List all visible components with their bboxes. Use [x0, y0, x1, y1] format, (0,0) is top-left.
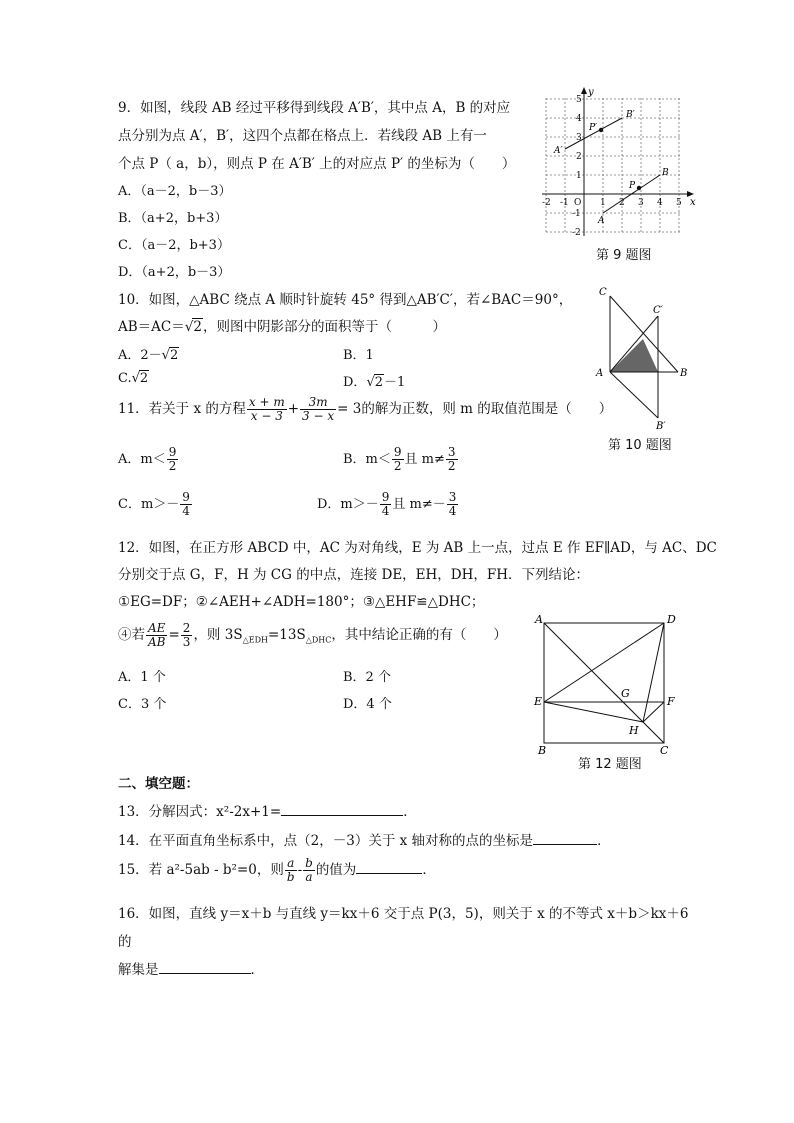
q10-figure-caption: 第 10 题图 — [608, 438, 672, 453]
x-tick: -1 — [560, 198, 569, 208]
q14: 14．在平面直角坐标系中，点（2，－3）关于 x 轴对称的点的坐标是 ． — [118, 833, 611, 849]
q14-answer-blank[interactable] — [533, 831, 597, 845]
label-d: D — [667, 613, 676, 626]
label-e: E — [534, 695, 543, 708]
label-a: A — [596, 368, 604, 379]
q12-figure-caption: 第 12 题图 — [578, 757, 642, 772]
q12-line3: ①EG=DF；②∠AEH+∠ADH=180°；③△EHF≌△DHC； — [118, 594, 485, 610]
q16-line3: 解集是 ． — [118, 962, 264, 978]
q12-option-b: B．2 个 — [343, 670, 391, 685]
q12-square-figure — [530, 610, 690, 756]
point-p-prime — [599, 128, 603, 132]
y-tick: 2 — [576, 152, 582, 162]
q9-figure-caption: 第 9 题图 — [596, 248, 652, 263]
label-g: G — [621, 687, 630, 700]
q11-option-d: D．m＞－ $\frac{9}{4}$ 且 m≠－ $\frac{3}{4}$ — [317, 490, 457, 518]
q11-stem: 11．若关于 x 的方程 $\frac{x + m}{x - 3}$ + $\frac{3m}{3 - x}$ = 3的解为正数，则 m 的取值范围是（ ） — [118, 395, 613, 423]
y-tick: -1 — [572, 209, 581, 219]
q9-grid-figure — [540, 86, 700, 238]
y-tick: 5 — [576, 95, 582, 105]
q10-option-a: A．2－√2 — [118, 348, 179, 363]
q12-option-a: A．1 个 — [118, 670, 166, 685]
q16-line2: 的 — [118, 934, 132, 950]
segment-dh — [643, 623, 664, 722]
q16-line1: 16．如图，直线 y＝x＋b 与直线 y＝kx＋6 交于点 P(3，5)，则关于 x 的不等式 x＋b＞kx＋6 — [118, 906, 689, 922]
x-tick: 4 — [657, 198, 663, 208]
q9-line3: 个点 P（ a，b），则点 P 在 A′B′ 上的对应点 P′ 的坐标为（ ） — [118, 156, 516, 172]
segment-ab-prime — [610, 372, 658, 418]
q12-line4: ④若 $\frac{AE}{AB}$ = $\frac{2}{3}$ ，则 $3S_{\triangle EDH}=13S_{\triangle DHC}$，其中结论正确的有（ ） — [118, 621, 507, 649]
q9-option-b: B．（a+2，b+3） — [118, 211, 228, 226]
x-tick: 2 — [619, 198, 625, 208]
q9-option-c: C．（a－2，b+3） — [118, 238, 230, 253]
label-a: A — [535, 613, 543, 626]
label-c: C — [660, 744, 669, 756]
label-a: A — [598, 216, 605, 226]
x-tick: -2 — [542, 198, 551, 208]
q16-answer-blank[interactable] — [159, 960, 251, 974]
y-tick: -2 — [572, 228, 581, 238]
q9-option-a: A．（a－2，b－3） — [118, 184, 232, 199]
q15-answer-blank[interactable] — [356, 860, 422, 874]
q9-line1: 9．如图，线段 AB 经过平移得到线段 A′B′，其中点 A，B 的对应 — [118, 100, 511, 116]
q10-option-c: C.√2 — [118, 371, 149, 386]
q12-line1: 12．如图，在正方形 ABCD 中，AC 为对角线，E 为 AB 上一点，过点 E 作 EF∥AD，与 AC、DC — [118, 540, 717, 556]
section-fill-in-title: 二、填空题： — [118, 776, 199, 792]
q13-answer-blank[interactable] — [281, 802, 403, 816]
q10-option-d: D．√2－1 — [343, 375, 406, 390]
q12-option-d: D．4 个 — [343, 697, 392, 712]
label-b-prime: B′ — [626, 110, 635, 120]
y-tick: 3 — [576, 133, 582, 143]
grid-lines — [546, 98, 682, 232]
label-p: P — [629, 181, 636, 191]
q10-line2: AB＝AC＝√2，则图中阴影部分的面积等于（ ） — [118, 319, 446, 335]
label-p-prime: P′ — [589, 123, 598, 133]
q11-option-a: A．m＜ $\frac{9}{2}$ — [118, 445, 177, 473]
q11-option-c: C．m＞－ $\frac{9}{4}$ — [118, 490, 190, 518]
x-tick: 1 — [600, 198, 606, 208]
label-c-prime: C′ — [653, 305, 663, 316]
segment-eh — [544, 702, 643, 722]
x-tick: 5 — [676, 198, 682, 208]
q13: 13．分解因式：x²-2x+1= ． — [118, 804, 417, 820]
q12-option-c: C．3 个 — [118, 697, 167, 712]
q12-line2: 分别交于点 G，F，H 为 CG 的中点，连接 DE，EH，DH，FH．下列结论： — [118, 567, 590, 583]
label-b-prime: B′ — [656, 421, 666, 432]
q9-option-d: D．（a+2，b－3） — [118, 265, 231, 280]
diagonal-ac — [544, 623, 664, 743]
x-tick: 3 — [638, 198, 644, 208]
q9-line2: 点分别为点 A′，B′，这四个点都在格点上．若线段 AB 上有一 — [118, 128, 487, 144]
x-tick: O — [574, 198, 582, 208]
y-tick: 1 — [576, 171, 582, 181]
q10-option-b: B．1 — [343, 348, 374, 363]
label-h: H — [629, 724, 639, 737]
label-f: F — [667, 695, 675, 708]
label-c: C — [599, 287, 607, 298]
q15: 15．若 a²-5ab - b²=0，则 $\frac{a}{b}$ - $\frac{b}{a}$ 的值为 ． — [118, 856, 436, 884]
y-tick: 4 — [576, 114, 582, 124]
label-a-prime: A′ — [554, 146, 563, 156]
label-b: B — [680, 368, 688, 379]
q11-option-b: B．m＜ $\frac{9}{2}$ 且 m≠ $\frac{3}{2}$ — [343, 445, 456, 473]
segment-de — [544, 623, 664, 702]
label-b: B — [538, 744, 547, 756]
y-axis-label: y — [588, 87, 594, 98]
q10-line1: 10．如图，△ABC 绕点 A 顺时针旋转 45° 得到△AB′C′，若∠BAC＝90°， — [118, 292, 573, 308]
point-p — [637, 186, 641, 190]
label-b: B — [662, 168, 669, 178]
x-axis-label: x — [690, 197, 696, 208]
y-axis-arrow — [581, 87, 587, 94]
